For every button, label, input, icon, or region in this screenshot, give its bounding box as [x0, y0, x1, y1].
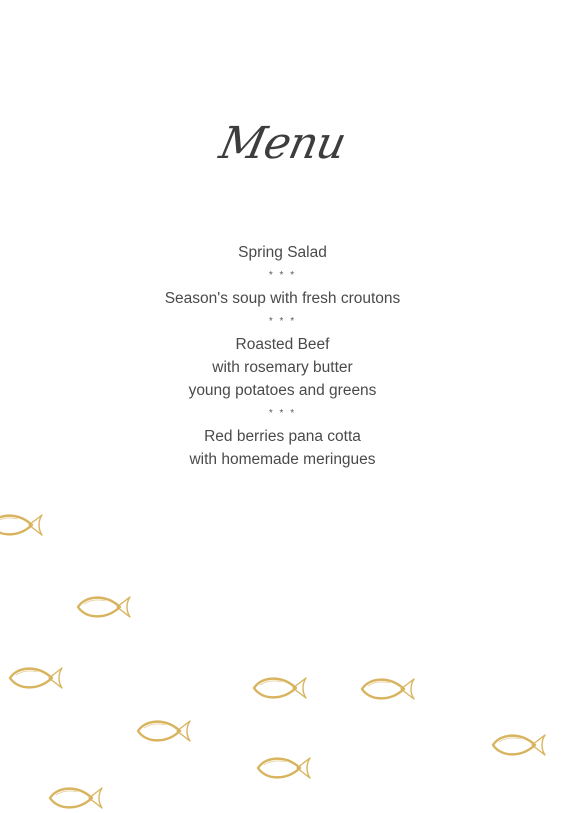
- fish-icon: [252, 673, 308, 703]
- fish-icon: [360, 674, 416, 704]
- menu-list: [0, 241, 565, 471]
- menu-line: Roasted Beef: [235, 336, 330, 353]
- fish-icon: [491, 730, 547, 760]
- fish-icon: [8, 663, 64, 693]
- fish-icon: [256, 753, 312, 783]
- menu-line: with rosemary butter: [212, 359, 353, 376]
- menu-line: Spring Salad: [238, 244, 327, 261]
- fish-icon: [76, 592, 132, 622]
- menu-separator: * * *: [268, 270, 297, 281]
- menu-title: Menu: [215, 118, 350, 169]
- menu-line: Red berries pana cotta: [204, 428, 361, 445]
- menu-line: Season's soup with fresh croutons: [164, 290, 401, 307]
- menu-separator: * * *: [268, 408, 297, 419]
- fish-icon: [48, 783, 104, 813]
- menu-line: with homemade meringues: [189, 451, 376, 468]
- fish-icon: [136, 716, 192, 746]
- menu-separator: * * *: [268, 316, 297, 327]
- fish-icon: [0, 510, 44, 540]
- menu-line: young potatoes and greens: [188, 382, 377, 399]
